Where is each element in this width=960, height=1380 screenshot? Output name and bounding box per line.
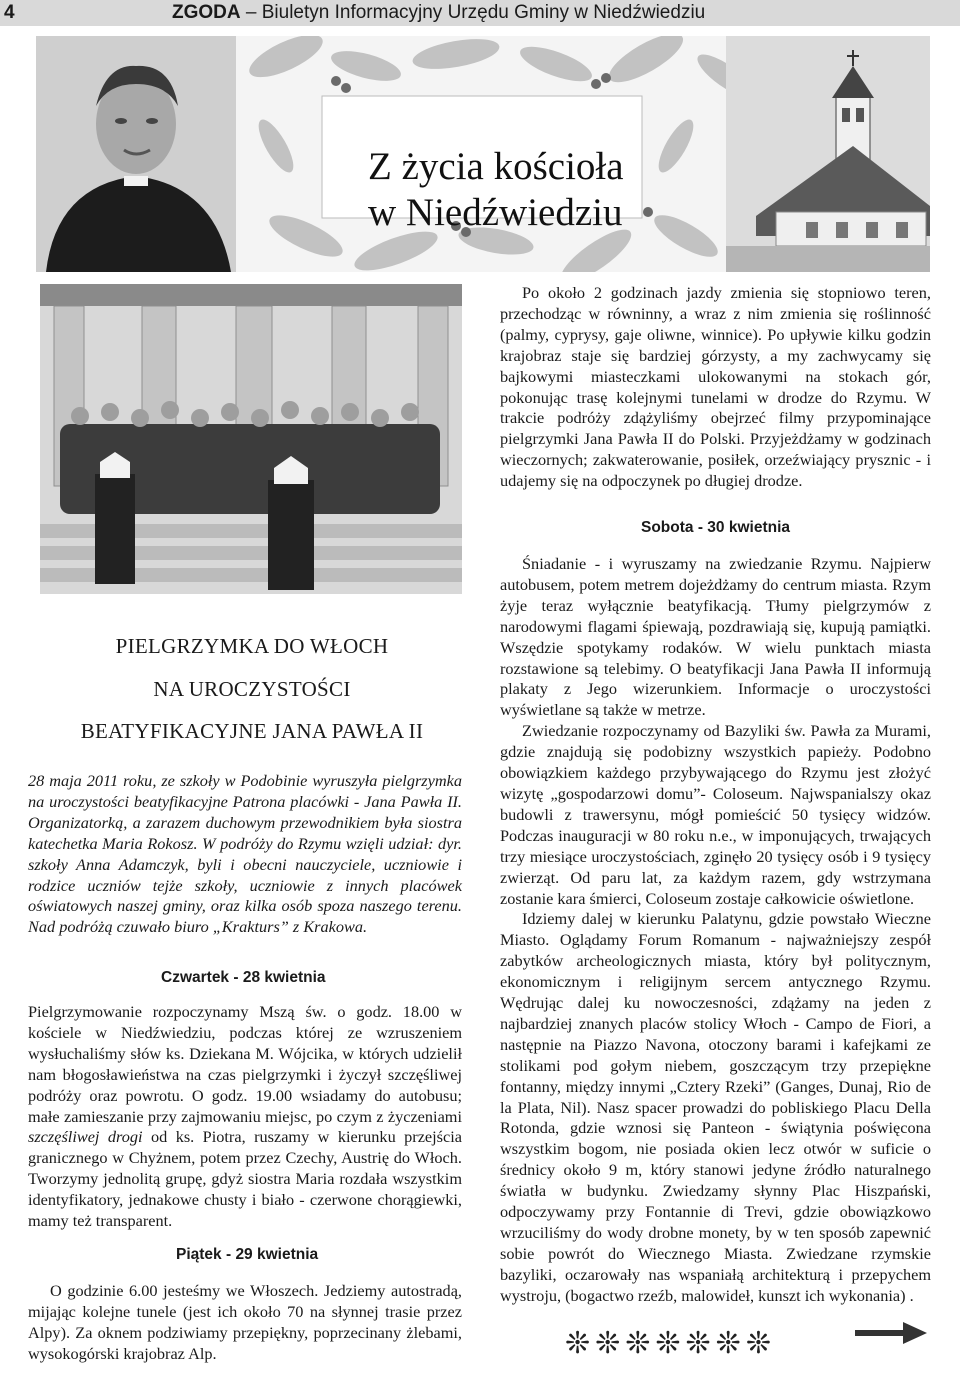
- intro-paragraph: 28 maja 2011 roku, ze szkoły w Podobinie wyruszyła pielgrzymka na uroczystości beatyfikacyjne Patrona placówki - Jana Pawła II. Organizatorką, a zarazem duchowym przewodnikiem była siostra katechetka Maria Rokosz. W podróży do Rzymu wzięli udział: dyr. szkoły Anna Adamczyk, byli i obecni nauczyciele, uczniowie i rodzice uczniów tejże szkoły, uczniowie z innych placówek oświatowych naszej gminy, oraz kilka osób spoza naszego terenu. Nad podróżą czuwało biuro „Kraktur​s” z Krakowa.: [28, 771, 462, 937]
- publication-subtitle: – Biuletyn Informacyjny Urzędu Gminy w Niedźwiedziu: [240, 2, 706, 23]
- article-heading-line3: BEATYFIKACYJNE JANA PAWŁA II: [80, 719, 424, 743]
- group-photo: [40, 284, 462, 594]
- article-intro: [28, 771, 462, 938]
- day3-paragraph1: Śniadanie - i wyruszamy na zwiedzanie Rzymu. Najpierw autobusem, potem metrem dojeżdżamy do centrum miasta. Rzym żyje teraz wyłącznie beatyfikacją. Tłumy pielgrzymów z narodowymi flagami śpiewają, pozdrawiają się, kupują pamiątki. Wszędzie spotykamy rodaków. W wielu punktach miasta rozstawione są telebimy. O beatyfikacji Jana Pawła II informują plakaty z Jego wizerunkiem. Informacje o uroczystości wyświetlane są także w metrze.: [500, 554, 931, 720]
- day2-paragraph2: Po około 2 godzinach jazdy zmienia się stopniowo teren, przechodząc w równinny, a wraz z nim zmienia się roślinność (palmy, cyprysy, gaje oliwne, winnice). Po upływie kilku godzin krajobraz staje się bardziej górzysty, a my zachwycamy się bajkowymi miasteczkami ulokowanymi na stokach gór, pokonując trasę kolejnymi tunelami w drodze do Rzymu. W trakcie podróży zdążyliśmy obejrzeć filmy przypominające pielgrzymki Jana Pawła II do Polski. Przyjeżdżamy w godzinach wieczornych; zakwaterowanie, posiłek, orzeźwiający prysznic - i udajemy się na odpoczynek po długiej drodze.: [500, 283, 931, 491]
- day1-text: [28, 1002, 462, 1232]
- publication-name: ZGODA: [172, 2, 241, 23]
- day2-text-left: [28, 1281, 462, 1365]
- page-number: 4: [4, 2, 15, 23]
- section-end-stars: ❊❊❊❊❊❊❊: [565, 1327, 776, 1360]
- section-title: [368, 144, 624, 236]
- day1-text-b: od ks. Piotra, ruszamy w kierunku przejścia granicznego w Chyżnem, potem przez Czechy, Austrię do Włoch. Tworzymy jednolitą grupę, gdyż siostra Maria rozdała wszystkim identyfikatory, jednakowe chusty i biało - czerwone chorągiewki, mamy też transparent.: [28, 1127, 462, 1231]
- day1-heading: Czwartek - 28 kwietnia: [161, 969, 326, 986]
- section-title-line1: Z życia kościoła: [368, 145, 624, 188]
- article-heading-line2: NA UROCZYSTOŚCI: [153, 677, 351, 701]
- day3-paragraph2: Zwiedzanie rozpoczynamy od Bazyliki św. Pawła za Murami, gdzie znajdują się podobizny wszystkich papieży. Podobno obowiązkiem każdego przybywającego do Rzymu jest złożyć wizytę „gospodarzowi domu”- Coloseum. Najwspanialszy okaz budowli z trawersynu, mógł pomieścić 50 tysięcy widzów. Podczas inauguracji w 80 roku n.e., w imponujących, trwających trzy miesiące uroczystościach, zginęło 20 tysięcy osób i 9 tysięcy zwierząt. Od paru lat, za każdym razem, gdy wstrzymana zostanie kara śmierci, Coloseum zostaje całkowicie oświetlone.: [500, 721, 931, 908]
- day3-paragraph3: Idziemy dalej w kierunku Palatynu, gdzie powstało Wieczne Miasto. Oglądamy Forum Romanum - najważniejszy zespół zabytków archeologicznych miasta, który był politycznym, ekonomicznym i religijnym sercem antycznego Rzymu. Wędrując dalej ku nowoczesności, zdążamy na jeden z najbardziej znanych placów stolicy Włoch - Campo de Fiori, a następnie na Piazzo Navona, otoczony barami i kafejkami ze stolikami pod gołym niebem, goszczącym trzy przepiękne fontanny, między innymi „Cztery Rzeki” (Ganges, Dunaj, Rio de la Plata, Nil). Nasz spacer prowadzi do pobliskiego Placu Della Rotonda, gdzie wznosi się Panteon - świątynia poświęcona wszystkim bogom, nie posiada okien lecz otwór w suficie o średnicy około 9 m, który stanowi jedyne źródło naturalnego światła w budynku. Zwiedzamy słynny Plac Hiszpański, odpoczywamy przy Fontannie di Trevi, gdzie obowiązkowo wrzuciliśmy do wody drobne monety, by w ten sposób zapewnić sobie powrót do Wiecznego Miasta. Zwiedzane rzymskie bazyliki, oczarowały nas wspaniałą architekturą i przepychem wystroju, (bogactwo rzeźb, malowideł, kunszt ich wykonania) .: [500, 909, 931, 1305]
- group-photo-art: [40, 284, 462, 594]
- day3-text: [500, 554, 931, 1307]
- day1-paragraph: [28, 1002, 462, 1232]
- section-banner: [36, 36, 930, 272]
- day1-text-a: Pielgrzymowanie rozpoczynamy Mszą św. o godz. 18.00 w kościele w Niedźwiedziu, podczas której ze wzruszeniem wysłuchaliśmy słów ks. Dziekana M. Wójcika, w których udzielił nam błogosławieństwa na czas pielgrzymki i życzył szczęśliwej podróży oraz powrotu. O godz. 19.00 wsiadamy do autobusu; małe zamieszanie przy zajmowaniu miejsc, po czym z życzeniami: [28, 1002, 462, 1126]
- day2-text-right: [500, 283, 931, 492]
- arrow-right-icon: [855, 1320, 927, 1346]
- article-heading-line1: PIELGRZYMKA DO WŁOCH: [115, 634, 389, 658]
- priest-portrait: [36, 36, 236, 272]
- day3-heading: Sobota - 30 kwietnia: [641, 519, 791, 536]
- publication-title: [172, 0, 705, 26]
- day1-text-em: szczęśliwej drogi: [28, 1127, 143, 1147]
- section-title-line2: w Niedźwiedziu: [368, 191, 623, 234]
- day2-paragraph1: O godzinie 6.00 jesteśmy we Włoszech. Jedziemy autostradą, mijając kolejne tunele (jest ich około 70 na słynnej trasie przez Alpy). Za oknem podziwiamy przepiękny, poprzecinany żlebami, wysokogórski krajobraz Alp.: [28, 1281, 462, 1363]
- day2-heading: Piątek - 29 kwietnia: [176, 1246, 319, 1263]
- page-header: [0, 0, 960, 26]
- church-picture: [726, 36, 930, 272]
